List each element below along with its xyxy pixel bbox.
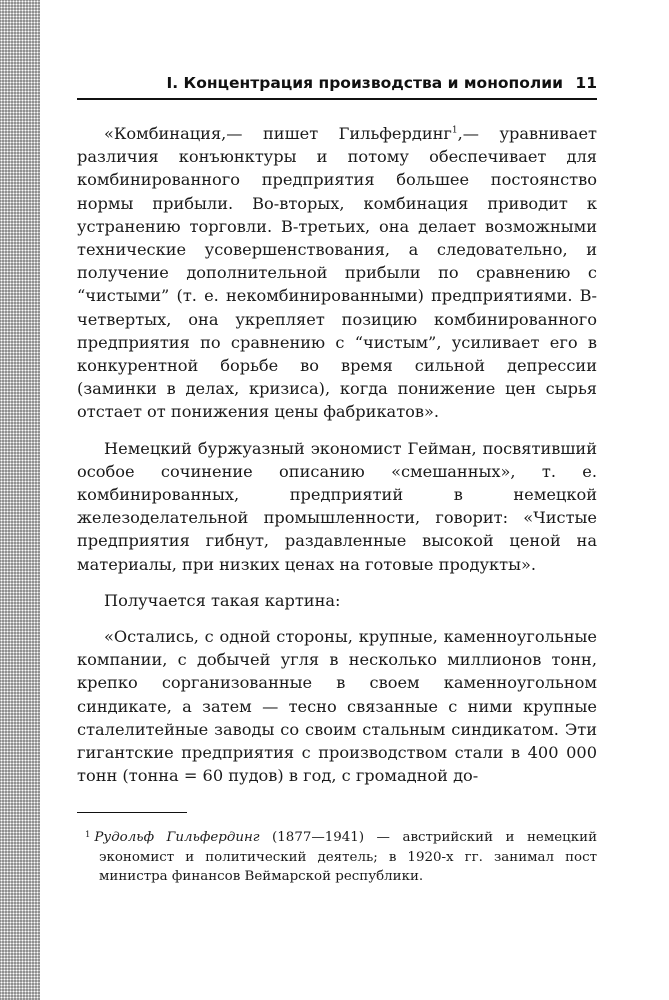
main-text (77, 122, 597, 787)
page-edge-pattern (0, 0, 40, 1000)
footnote-mark: 1 (85, 830, 91, 840)
footnote (77, 826, 597, 887)
footnote-text: (1877—1941) — австрийский и немецкий экономист и политический деятель; в 1920-х гг. занимал пост министра финансов Веймарской республики. (99, 830, 597, 885)
paragraph: «Остались, с одной стороны, крупные, каменноугольные компании, с добычей угля в несколько миллионов тонн, крепко сорганизованные в своем каменноугольном синдикате, а затем — тесно связанные с ними крупные сталелитейные заводы со своим стальным синдикатом. Эти гигантские предприятия с производством стали в 400 000 тонн (тонна = 60 пудов) в год, с громадной до- (77, 627, 597, 786)
paragraph-text: ,— уравнивает различия конъюнктуры и потому обеспечивает для комбинированного предприятия большее постоянство нормы прибыли. Во-вторых, комбинация приводит к устранению торговли. В-третьих, она делает возможными технические усовершенствования, а следовательно, и получение дополнительной прибыли по сравнению с “чистыми” (т. е. некомбинированными) предприятиями. В-четвертых, она укрепляет позицию комбинированного предприятия по сравнению с “чистым”, усиливает его в конкурентной борьбе во время сильной депрессии (заминки в делах, кризиса), когда понижение цен сырья отстает от понижения цены фабрикатов». (77, 124, 597, 422)
running-header (77, 72, 597, 100)
paragraph: Получается такая картина: (104, 590, 341, 610)
paragraph (77, 122, 597, 424)
footnote-divider (77, 812, 187, 813)
paragraph: Немецкий буржуазный экономист Гейман, посвятивший особое сочинение описанию «смешанных», т. е. комбинированных, предприятий в немецкой железоделательной промышленности, говорит: «Чистые предприятия гибнут, раздавленные высокой ценой на материалы, при низких ценах на готовые продукты». (77, 438, 597, 574)
footnote-reference[interactable]: 1 (451, 125, 458, 136)
header-title: I. Концентрация производства и монополии (166, 74, 563, 92)
page-number: 11 (575, 74, 597, 92)
paragraph-text: «Комбинация,— пишет Гильфердинг (104, 124, 452, 143)
footnote-name: Рудольф Гильфердинг (94, 830, 260, 845)
